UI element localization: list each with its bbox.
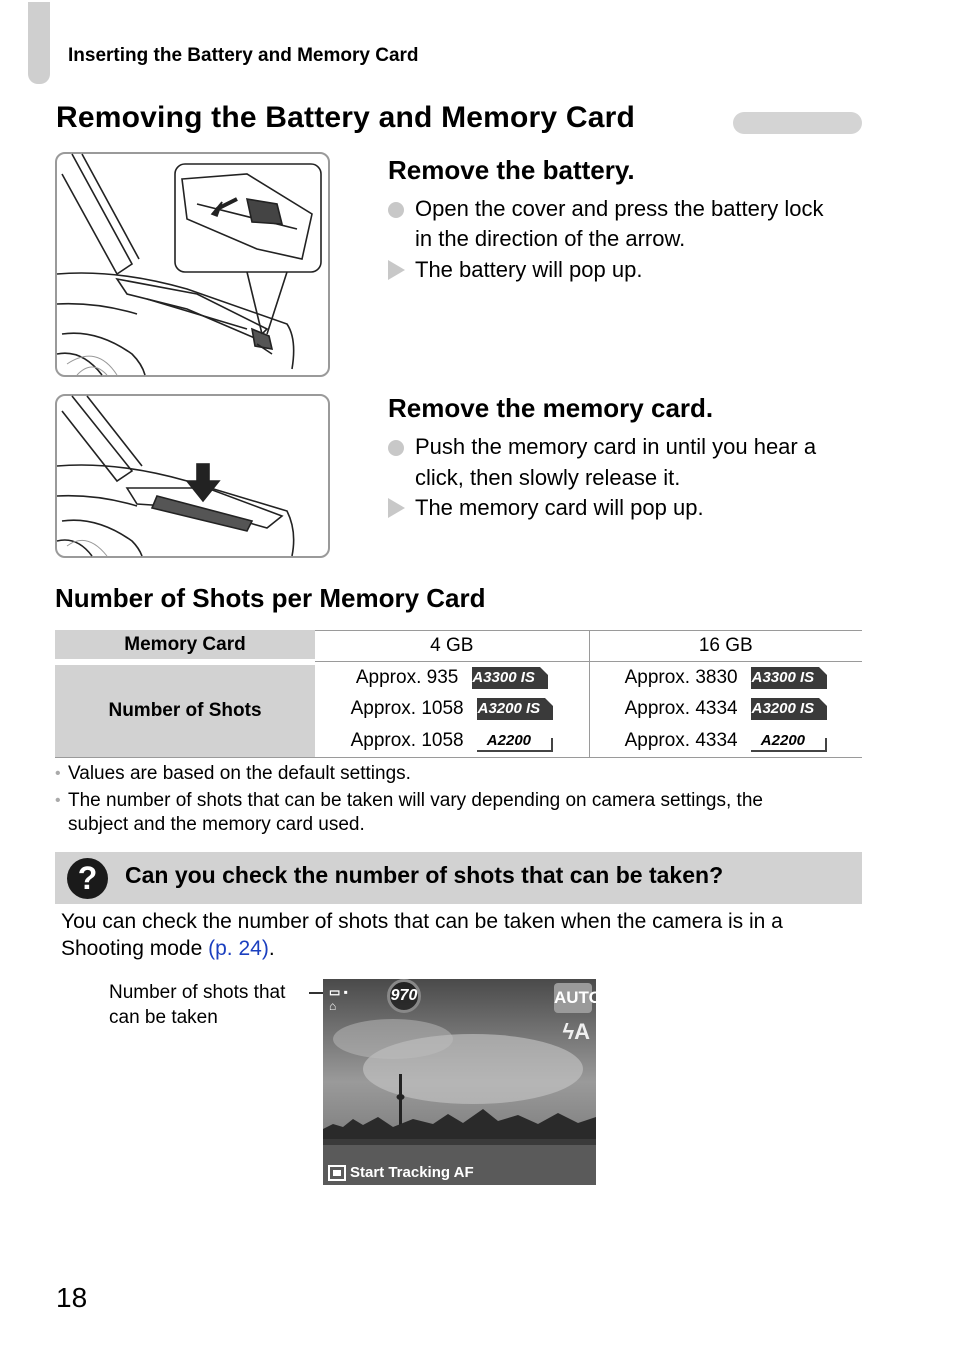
qa-body-line-2: Shooting mode <box>61 937 203 960</box>
title-decor-bar <box>733 112 862 134</box>
model-badge <box>477 698 553 720</box>
card-removal-illustration <box>55 394 330 558</box>
cell-value: Approx. 4334 <box>624 730 738 752</box>
table-cell <box>589 694 862 726</box>
note-default-settings <box>55 762 411 786</box>
section-title: Removing the Battery and Memory Card <box>56 101 635 134</box>
model-badge <box>751 730 827 752</box>
section-tab-marker <box>28 2 50 84</box>
battery-step-action <box>388 194 823 224</box>
battery-step-action-line-2: in the direction of the arrow. <box>415 226 686 251</box>
card-step-action <box>388 432 816 462</box>
shots-table-header-row <box>55 631 862 662</box>
model-badge <box>472 667 548 689</box>
note-text: The number of shots that can be taken will vary depending on camera settings, the <box>68 790 763 811</box>
cell-value: Approx. 4334 <box>624 698 738 720</box>
note-text: subject and the memory card used. <box>68 814 365 835</box>
shots-remaining-counter: 970 <box>387 979 421 1013</box>
model-badge <box>477 730 553 752</box>
model-badge-label: A3300 IS <box>751 668 815 686</box>
question-icon: ? <box>67 858 108 899</box>
qa-body-period: . <box>268 937 275 960</box>
card-step-title: Remove the memory card. <box>388 393 714 423</box>
battery-step-action-cont <box>388 224 685 254</box>
card-step-result-text: The memory card will pop up. <box>415 495 704 520</box>
battery-step-result <box>388 255 642 285</box>
shots-callout-label <box>109 980 285 1030</box>
note-variation-cont <box>55 813 365 837</box>
model-badge-label: A3300 IS <box>472 668 535 686</box>
header-label: Memory Card <box>55 631 315 662</box>
cell-value: Approx. 935 <box>355 666 459 688</box>
table-cell <box>315 726 589 758</box>
model-badge-label: A3200 IS <box>477 700 541 718</box>
model-badge <box>751 667 827 689</box>
callout-line-1: Number of shots that <box>109 982 286 1003</box>
callout-line-2: can be taken <box>109 1007 218 1028</box>
battery-step-result-text: The battery will pop up. <box>415 257 643 282</box>
model-badge <box>751 698 827 720</box>
step-bullet-icon <box>388 202 404 218</box>
model-badge-label: A2200 <box>760 732 805 750</box>
battery-step-title: Remove the battery. <box>388 155 635 185</box>
result-arrow-icon <box>388 498 405 518</box>
screen-status-icons: ▭ ▪ ⌂ <box>329 985 348 1013</box>
auto-flash-icon: ϟA <box>562 1019 590 1044</box>
model-badge-label: A3200 IS <box>751 700 815 718</box>
shots-table-title: Number of Shots per Memory Card <box>55 583 486 613</box>
running-head: Inserting the Battery and Memory Card <box>68 45 419 66</box>
step-bullet-icon <box>388 440 404 456</box>
model-badge-label: A2200 <box>486 732 531 750</box>
card-step-result <box>388 493 704 523</box>
page-number: 18 <box>56 1282 88 1313</box>
qa-title: Can you check the number of shots that can be taken? <box>125 862 724 888</box>
column-4gb: 4 GB <box>315 631 589 662</box>
qa-header <box>55 852 862 904</box>
auto-mode-icon: AUTO <box>554 983 592 1013</box>
note-bullet-icon: • <box>55 765 61 782</box>
battery-removal-illustration <box>55 152 330 377</box>
cell-value: Approx. 1058 <box>350 698 464 720</box>
tracking-af-hint <box>328 1164 474 1181</box>
card-step-action-line-2: click, then slowly release it. <box>415 465 681 490</box>
table-cell <box>315 662 589 694</box>
shots-table <box>55 630 862 758</box>
note-variation <box>55 789 763 813</box>
card-step-action-line-1: Push the memory card in until you hear a <box>415 434 817 459</box>
cell-value: Approx. 3830 <box>624 666 738 688</box>
note-text: Values are based on the default settings. <box>68 763 411 784</box>
note-bullet-icon: • <box>55 792 61 809</box>
af-button-icon <box>328 1165 346 1181</box>
page-reference-link[interactable]: (p. 24) <box>208 937 269 960</box>
table-cell <box>589 726 862 758</box>
row-label: Number of Shots <box>55 662 315 758</box>
table-cell <box>315 694 589 726</box>
card-step-action-cont <box>388 463 680 493</box>
qa-body-line-1: You can check the number of shots that can be taken when the camera is in a <box>61 910 783 933</box>
qa-body <box>61 908 851 962</box>
table-cell <box>589 662 862 694</box>
camera-lcd-screenshot <box>323 979 602 1185</box>
battery-step-action-line-1: Open the cover and press the battery lock <box>415 196 824 221</box>
result-arrow-icon <box>388 260 405 280</box>
af-hint-text: Start Tracking AF <box>350 1164 474 1181</box>
column-16gb: 16 GB <box>589 631 862 662</box>
table-row <box>55 662 862 694</box>
cell-value: Approx. 1058 <box>350 730 464 752</box>
